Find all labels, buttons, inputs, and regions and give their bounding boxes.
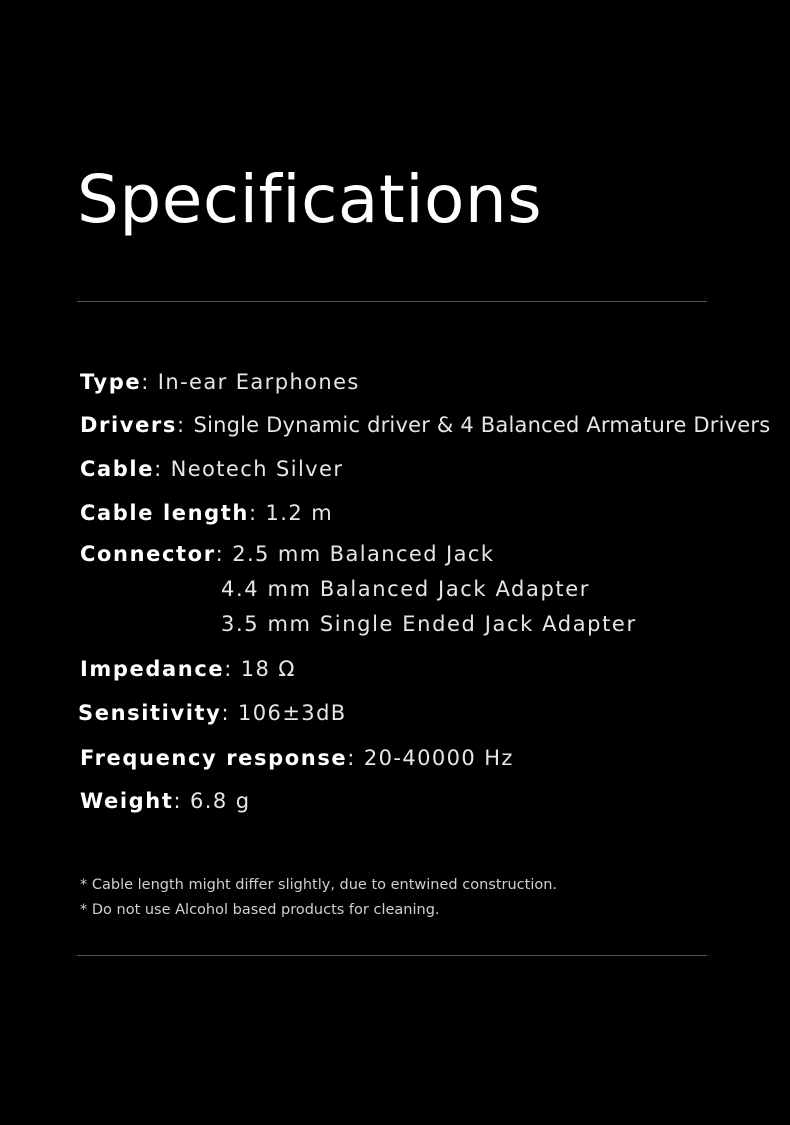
spec-value: 18 Ω: [240, 657, 296, 681]
spec-value: Single Dynamic driver & 4 Balanced Armature Drivers: [193, 413, 771, 437]
top-divider: [77, 301, 707, 302]
footnote: * Cable length might differ slightly, due to entwined construction.: [80, 877, 558, 893]
spec-value: 106±3dB: [238, 701, 347, 725]
connector-extra-line: 3.5 mm Single Ended Jack Adapter: [221, 612, 637, 636]
spec-row-type: [80, 368, 360, 396]
spec-value: 2.5 mm Balanced Jack: [232, 542, 495, 566]
spec-separator: :: [347, 746, 364, 770]
spec-value: In-ear Earphones: [157, 370, 360, 394]
spec-value: Neotech Silver: [170, 457, 344, 481]
footnote: * Do not use Alcohol based products for cleaning.: [80, 902, 440, 918]
spec-row-cable-length: [80, 499, 333, 527]
spec-value: 6.8 g: [190, 789, 251, 813]
spec-separator: :: [154, 457, 171, 481]
spec-label: Sensitivity: [78, 701, 222, 725]
connector-extra-line: 4.4 mm Balanced Jack Adapter: [221, 577, 590, 601]
spec-label: Type: [80, 370, 142, 394]
spec-row-sensitivity: [78, 699, 347, 727]
spec-separator: :: [173, 789, 191, 813]
spec-row-weight: [80, 787, 250, 815]
page-title: Specifications: [77, 161, 543, 238]
spec-value: 20-40000 Hz: [363, 746, 514, 770]
spec-label: Impedance: [80, 657, 225, 681]
spec-label: Cable: [80, 457, 155, 481]
spec-value: 1.2 m: [265, 501, 334, 525]
spec-separator: :: [224, 657, 241, 681]
spec-row-impedance: [80, 655, 296, 683]
spec-row-drivers: [80, 411, 770, 439]
spec-label: Drivers: [80, 413, 177, 437]
spec-row-connector: [80, 540, 494, 568]
spec-separator: :: [248, 501, 266, 525]
spec-separator: :: [176, 413, 194, 437]
spec-label: Cable length: [80, 501, 249, 525]
bottom-divider: [77, 955, 707, 956]
spec-separator: :: [141, 370, 158, 394]
spec-label: Weight: [80, 789, 174, 813]
spec-label: Connector: [80, 542, 216, 566]
spec-label: Frequency response: [80, 746, 348, 770]
spec-row-frequency-response: [80, 744, 514, 772]
spec-separator: :: [215, 542, 233, 566]
spec-row-cable: [80, 455, 343, 483]
spec-separator: :: [221, 701, 239, 725]
